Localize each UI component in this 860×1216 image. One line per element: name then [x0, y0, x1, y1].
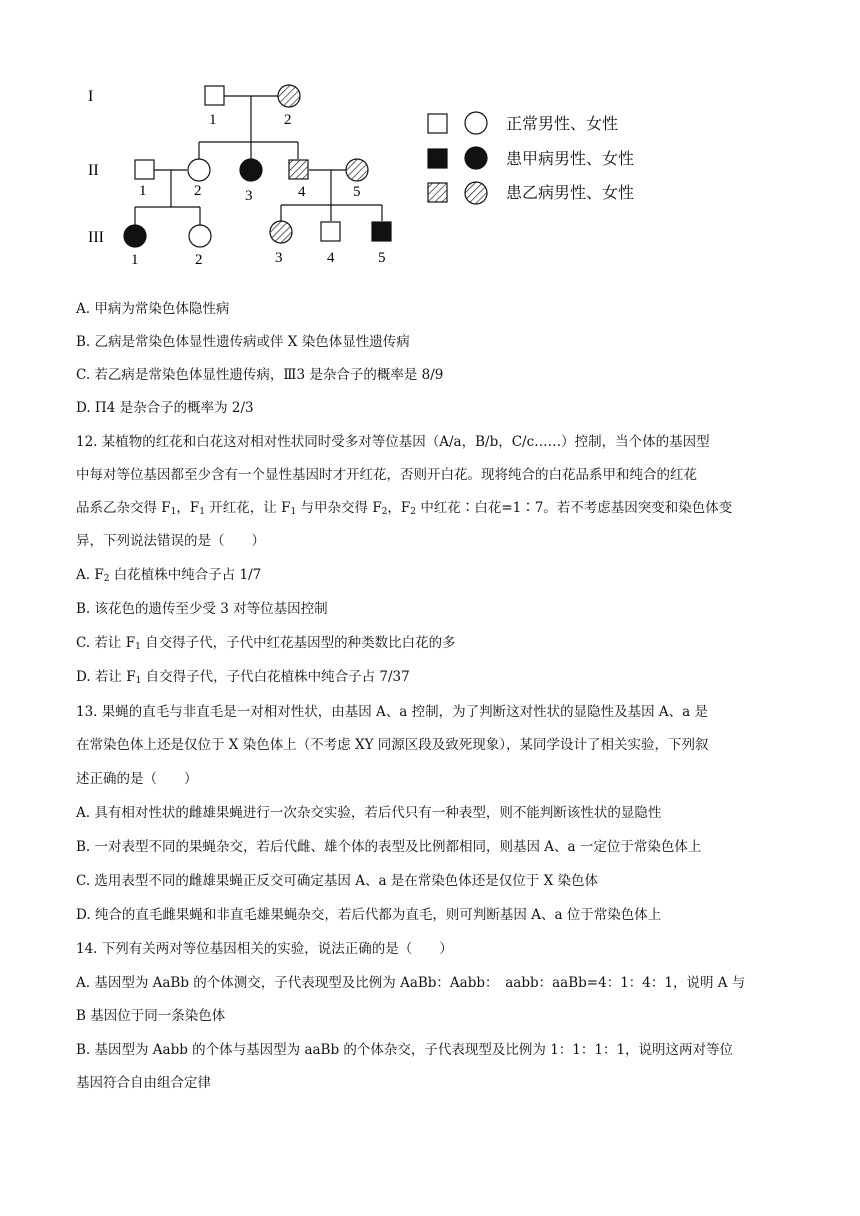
q12-option-b: B. 该花色的遗传至少受 3 对等位基因控制	[76, 601, 328, 617]
pedigree-legend	[428, 112, 634, 204]
individual-II-1-normal-male	[135, 160, 154, 179]
individual-number: 4	[327, 250, 335, 266]
q11-option-d: D. Π4 是杂合子的概率为 2/3	[76, 400, 254, 416]
q13-option-d: D. 纯合的直毛雌果蝇和非直毛雄果蝇杂交，若后代都为直毛，则可判断基因 A、a 位于常染色体上	[76, 907, 662, 923]
individual-number: 5	[353, 184, 361, 200]
q14-stem: 14. 下列有关两对等位基因相关的实验，说法正确的是（ ）	[76, 941, 453, 957]
individual-II-3-disease-a-female	[240, 159, 262, 181]
individual-III-3-disease-b-female	[270, 221, 292, 243]
q12-option-c: C. 若让 $F_1$ 自交得子代，子代中红花基因型的种类数比白花的多	[76, 635, 456, 652]
individual-number: 3	[245, 188, 253, 204]
individual-III-2-normal-female	[189, 225, 211, 247]
generation-label-III: III	[88, 229, 104, 246]
generation-label-II: II	[88, 162, 99, 179]
q12-stem-line: 异，下列说法错误的是（ ）	[76, 533, 265, 549]
legend-normal-label: 正常男性、女性	[506, 116, 619, 133]
q13-stem-line: 述正确的是（ ）	[76, 771, 198, 787]
individual-III-5-disease-a-male	[372, 222, 391, 241]
individual-number: 1	[209, 112, 217, 128]
individual-III-1-disease-a-female	[124, 225, 146, 247]
q13-option-c: C. 选用表型不同的雌雄果蝇正反交可确定基因 A、a 是在常染色体还是仅位于 X 染色体	[76, 873, 599, 889]
q13-option-a: A. 具有相对性状的雌雄果蝇进行一次杂交实验，若后代只有一种表型，则不能判断该性状的显隐性	[76, 805, 662, 821]
legend-disease-b-label: 患乙病男性、女性	[506, 185, 635, 202]
q14-option-b-continued: 基因符合自由组合定律	[76, 1075, 211, 1091]
individual-I-2-disease-b-female	[278, 85, 300, 107]
q13-stem-line: 在常染色体上还是仅位于 X 染色体上（不考虑 XY 同源区段及致死现象），某同学设计了相关实验，下列叙	[76, 737, 709, 753]
pedigree-diagram	[0, 0, 860, 300]
pedigree-svg	[0, 0, 860, 300]
q12-stem-line: 品系乙杂交得 $F_1$，$F_1$ 开红花，让 $F_1$ 与甲杂交得 $F_2$，$F_2$ 中红花∶白花=1∶7。若不考虑基因突变和染色体变	[76, 500, 733, 517]
individual-number: 5	[378, 250, 386, 266]
q14-option-b: B. 基因型为 Aabb 的个体与基因型为 aaBb 的个体杂交，子代表现型及比例为 1：1：1：1，说明这两对等位	[76, 1042, 734, 1058]
q11-option-c: C. 若乙病是常染色体显性遗传病，Ⅲ3 是杂合子的概率是 8/9	[76, 367, 444, 383]
q13-option-b: B. 一对表型不同的果蝇杂交，若后代雌、雄个体的表型及比例都相同，则基因 A、a 一定位于常染色体上	[76, 839, 702, 855]
q12-stem-line: 12. 某植物的红花和白花这对相对性状同时受多对等位基因（A/a，B/b，C/c……）控制，当个体的基因型	[76, 434, 710, 450]
individual-number: 3	[275, 250, 283, 266]
legend-disease-b-male-symbol	[428, 183, 447, 202]
legend-disease-b-female-symbol	[465, 182, 487, 204]
individual-number: 1	[131, 252, 139, 268]
individual-number: 2	[194, 183, 202, 199]
individual-number: 2	[195, 252, 203, 268]
legend-disease-a-label: 患甲病男性、女性	[506, 151, 635, 168]
q12-option-a: A. $F_2$ 白花植株中纯合子占 1/7	[76, 567, 262, 584]
q14-option-a-continued: B 基因位于同一条染色体	[76, 1008, 226, 1024]
q14-option-a: A. 基因型为 AaBb 的个体测交，子代表现型及比例为 AaBb：Aabb： aabb：aaBb=4：1：4：1，说明 A 与	[76, 975, 746, 991]
generation-label-I: I	[88, 88, 94, 105]
pedigree-lines	[135, 96, 382, 225]
q12-option-d: D. 若让 $F_1$ 自交得子代，子代白花植株中纯合子占 7/37	[76, 669, 410, 686]
individual-number: 1	[139, 183, 147, 199]
q12-stem-line: 中每对等位基因都至少含有一个显性基因时才开红花，否则开白花。现将纯合的白花品系甲和纯合的红花	[76, 467, 697, 483]
individual-number: 2	[284, 112, 292, 128]
individual-II-5-disease-b-female	[346, 159, 368, 181]
legend-normal-male-symbol	[428, 114, 447, 133]
individual-number: 4	[298, 184, 306, 200]
legend-normal-female-symbol	[465, 112, 487, 134]
q13-stem-line: 13. 果蝇的直毛与非直毛是一对相对性状，由基因 A、a 控制，为了判断这对性状的显隐性及基因 A、a 是	[76, 704, 709, 720]
individual-I-1-normal-male	[205, 86, 224, 105]
q11-option-a: A. 甲病为常染色体隐性病	[76, 301, 230, 317]
individual-II-2-normal-female	[188, 159, 210, 181]
q11-option-b: B. 乙病是常染色体显性遗传病或伴 X 染色体显性遗传病	[76, 334, 410, 350]
individual-II-4-disease-b-male	[289, 160, 308, 179]
individual-III-4-normal-male	[321, 222, 340, 241]
legend-disease-a-male-symbol	[428, 149, 447, 168]
legend-disease-a-female-symbol	[465, 147, 487, 169]
